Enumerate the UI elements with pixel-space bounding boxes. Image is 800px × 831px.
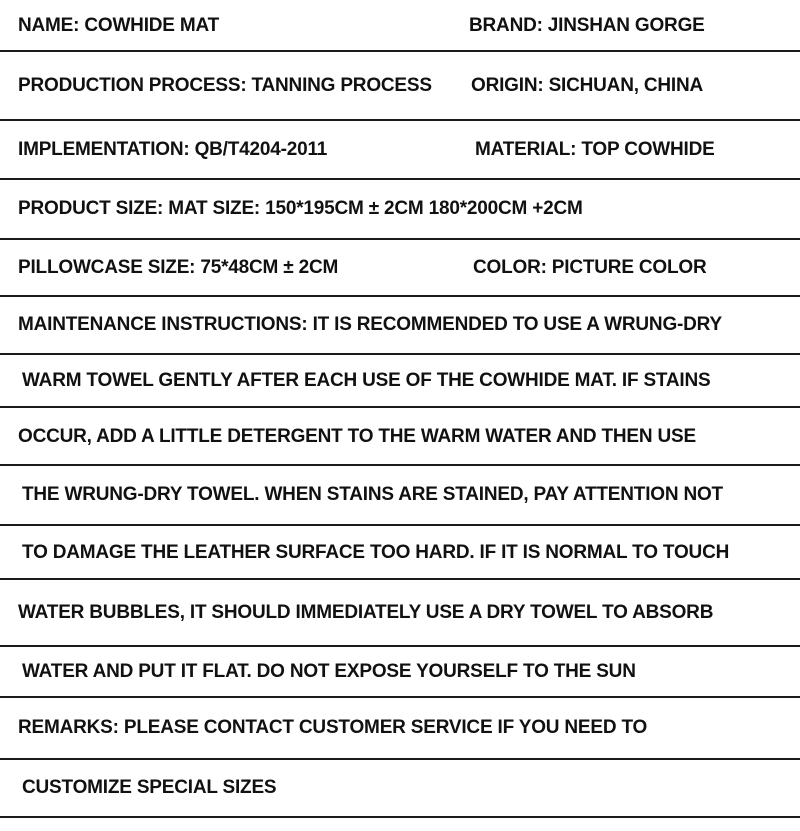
spec-row-maintenance-3 — [0, 408, 800, 465]
remarks-line: CUSTOMIZE SPECIAL SIZES — [22, 777, 277, 798]
remarks-line: REMARKS: PLEASE CONTACT CUSTOMER SERVICE IF YOU NEED TO — [18, 717, 648, 738]
spec-row-pillowcase-color — [0, 240, 800, 296]
maintenance-line: TO DAMAGE THE LEATHER SURFACE TOO HARD. IF IT IS NORMAL TO TOUCH — [22, 541, 730, 563]
spec-row-remarks-1 — [0, 698, 800, 758]
spec-implementation: IMPLEMENTATION: QB/T4204-2011 — [18, 138, 328, 160]
spec-pillowcase-size: PILLOWCASE SIZE: 75*48CM ± 2CM — [18, 257, 339, 278]
spec-row-maintenance-2 — [0, 355, 800, 407]
spec-material: MATERIAL: TOP COWHIDE — [475, 138, 715, 160]
spec-row-maintenance-5 — [0, 526, 800, 579]
spec-row-maintenance-4 — [0, 466, 800, 524]
spec-color: COLOR: PICTURE COLOR — [473, 257, 707, 278]
spec-row-implementation-material — [0, 121, 800, 178]
spec-row-process-origin — [0, 52, 800, 120]
maintenance-line: THE WRUNG-DRY TOWEL. WHEN STAINS ARE STAINED, PAY ATTENTION NOT — [22, 484, 723, 505]
spec-row-remarks-2 — [0, 760, 800, 816]
spec-origin: ORIGIN: SICHUAN, CHINA — [471, 75, 704, 96]
maintenance-line: MAINTENANCE INSTRUCTIONS: IT IS RECOMMENDED TO USE A WRUNG-DRY — [18, 314, 722, 335]
spec-row-maintenance-7 — [0, 647, 800, 696]
spec-brand: BRAND: JINSHAN GORGE — [469, 14, 705, 36]
spec-production-process: PRODUCTION PROCESS: TANNING PROCESS — [18, 75, 432, 96]
maintenance-line: OCCUR, ADD A LITTLE DETERGENT TO THE WARM WATER AND THEN USE — [18, 425, 696, 447]
spec-name: NAME: COWHIDE MAT — [18, 14, 219, 36]
spec-row-product-size — [0, 180, 800, 238]
maintenance-line: WATER AND PUT IT FLAT. DO NOT EXPOSE YOURSELF TO THE SUN — [22, 660, 636, 682]
spec-product-size: PRODUCT SIZE: MAT SIZE: 150*195CM ± 2CM 180*200CM +2CM — [18, 198, 583, 219]
maintenance-line: WARM TOWEL GENTLY AFTER EACH USE OF THE COWHIDE MAT. IF STAINS — [22, 370, 711, 391]
spec-row-maintenance-1 — [0, 297, 800, 353]
maintenance-line: WATER BUBBLES, IT SHOULD IMMEDIATELY USE A DRY TOWEL TO ABSORB — [18, 601, 714, 623]
row-divider — [0, 816, 800, 818]
spec-row-name-brand — [0, 0, 800, 51]
spec-row-maintenance-6 — [0, 580, 800, 645]
